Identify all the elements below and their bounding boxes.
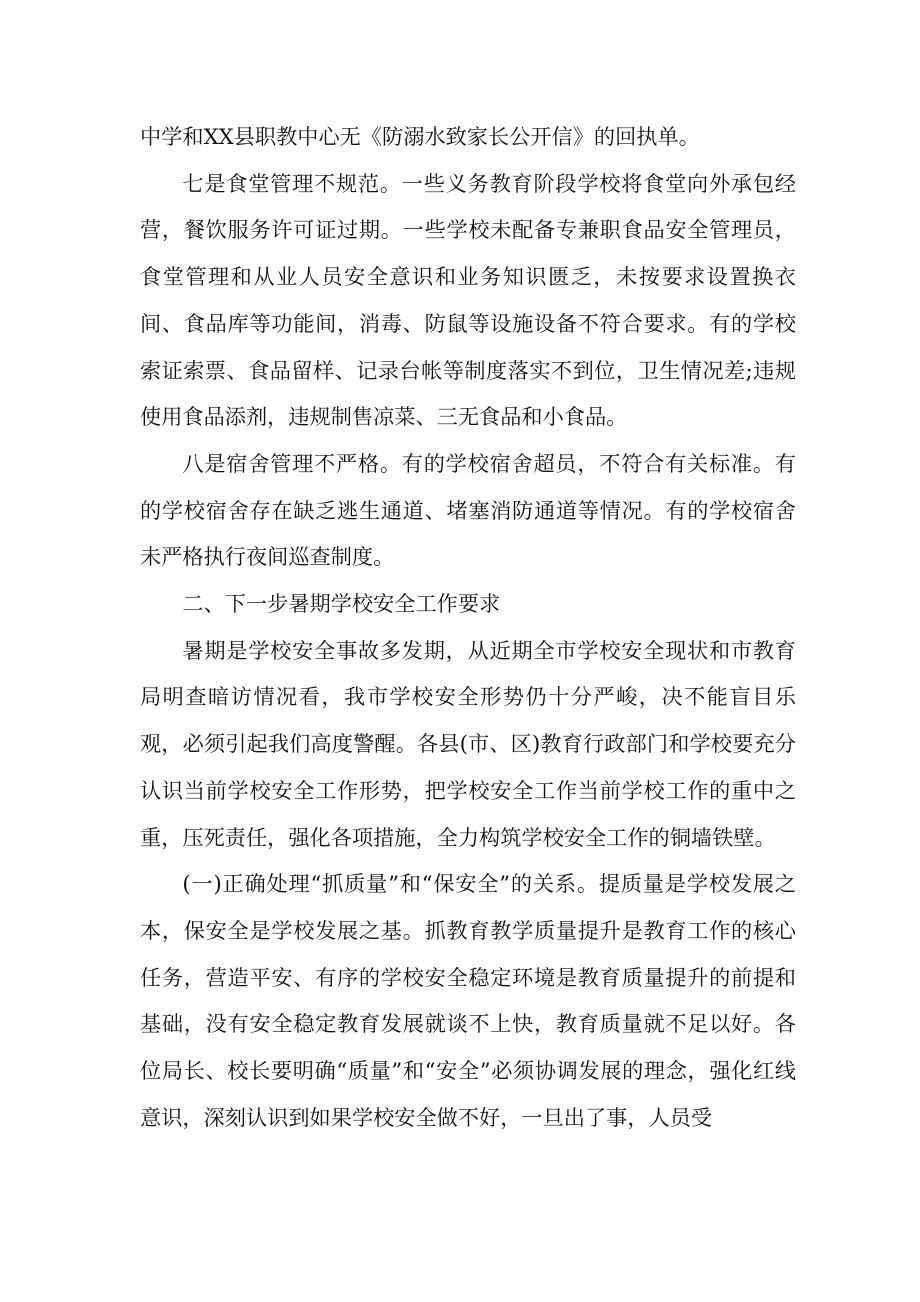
paragraph-summer-safety-situation: 暑期是学校安全事故多发期，从近期全市学校安全现状和市教育局明查暗访情况看，我市学校安全形势仍十分严峻，决不能盲目乐观，必须引起我们高度警醒。各县(市、区)教育行政部门和学校要充分认识当前学校安全工作形势，把学校安全工作当前学校工作的重中之重，压死责任，强化各项措施，全力构筑学校安全工作的铜墙铁壁。 (140, 637, 796, 850)
paragraph-canteen-management: 七是食堂管理不规范。一些义务教育阶段学校将食堂向外承包经营，餐饮服务许可证过期。一些学校未配备专兼职食品安全管理员，食堂管理和从业人员安全意识和业务知识匮乏，未按要求设置换衣间、食品库等功能间，消毒、防鼠等设施设备不符合要求。有的学校索证索票、食品留样、记录台帐等制度落实不到位，卫生情况差;违规使用食品添剂，违规制售凉菜、三无食品和小食品。 (140, 170, 796, 430)
paragraph-continuation: 中学和XX县职教中心无《防溺水致家长公开信》的回执单。 (140, 124, 700, 149)
paragraph-dormitory-management: 八是宿舍管理不严格。有的学校宿舍超员，不符合有关标准。有的学校宿舍存在缺乏逃生通道、堵塞消防通道等情况。有的学校宿舍未严格执行夜间巡查制度。 (140, 450, 796, 570)
document-page (140, 114, 796, 1141)
paragraph-quality-and-safety: (一)正确处理“抓质量”和“保安全”的关系。提质量是学校发展之本，保安全是学校发展之基。抓教育教学质量提升是教育工作的核心任务，营造平安、有序的学校安全稳定环境是教育质量提升的前提和基础，没有安全稳定教育发展就谈不上快，教育质量就不足以好。各位局长、校长要明确“质量”和“安全”必须协调发展的理念，强化红线意识，深刻认识到如果学校安全做不好，一旦出了事，人员受 (140, 871, 796, 1130)
section-heading-summer-safety-requirements: 二、下一步暑期学校安全工作要求 (182, 591, 501, 617)
